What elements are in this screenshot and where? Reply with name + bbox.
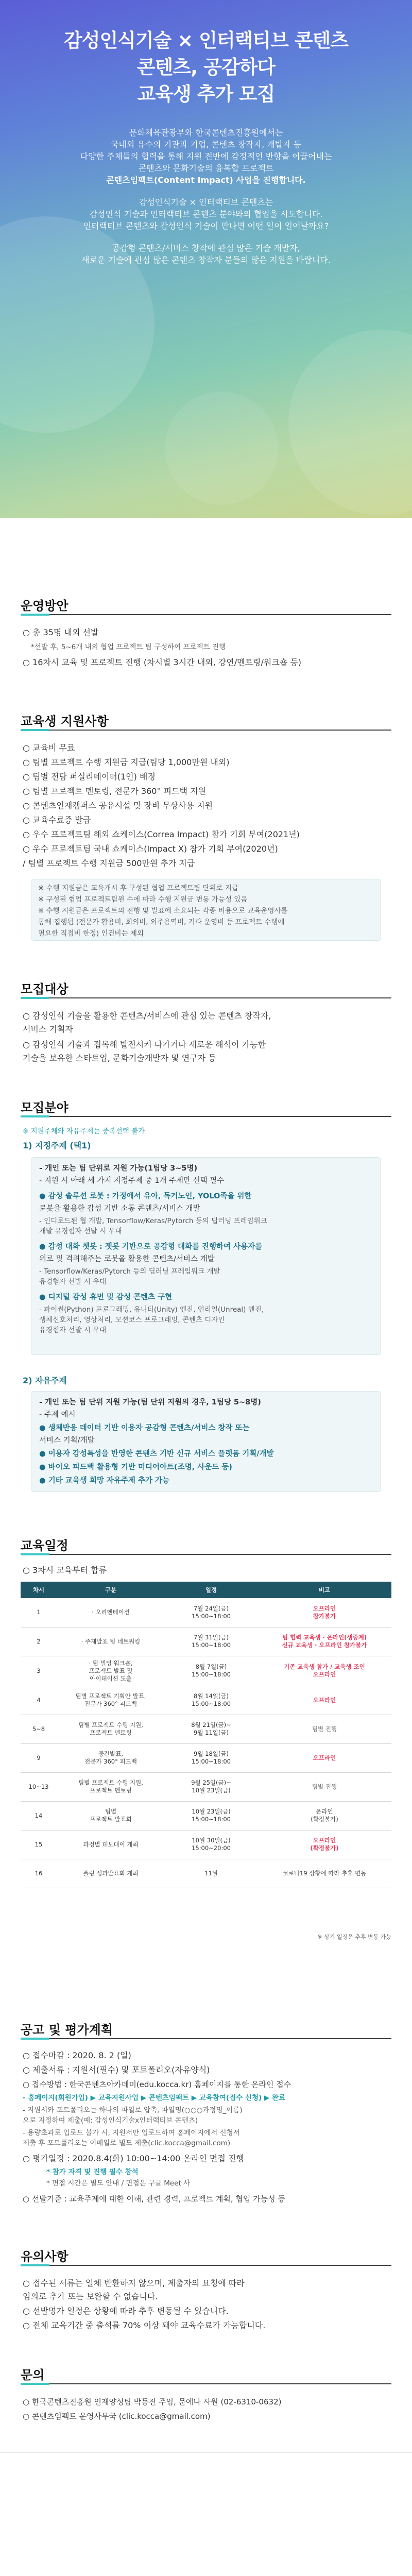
hero-title-line3: 교육생 추가 모집 — [137, 83, 275, 105]
benefit-note: ※ 수행 지원금은 프로젝트의 진행 및 발표에 소요되는 각종 비용으로 교육운영사를 — [38, 907, 288, 915]
section-header — [21, 711, 391, 732]
apply-line: ○ 평가일정 : 2020.8.4(화) 10:00~14:00 온라인 면접 진행 — [23, 2154, 244, 2163]
field-line: - Tensorflow/Keras/Pytorch 등의 딥러닝 프레임워크 개발 — [39, 1267, 220, 1276]
section-schedule — [0, 1535, 412, 1989]
hero-intro-line: 감성인식 기술과 인터랙티브 콘텐츠 분야와의 협업을 시도합니다. — [89, 209, 323, 219]
divider — [21, 2038, 391, 2039]
benefit-line: ○ 우수 프로젝트팀 국내 쇼케이스(Impact X) 참가 기회 부여(2020년) — [23, 844, 278, 854]
field-line: - 파이썬(Python) 프로그래밍, 유니티(Unity) 엔진, 언리얼(Unreal) 엔진, — [39, 1306, 264, 1314]
schedule-table — [21, 1582, 391, 1888]
section-title: 운영방안 — [21, 599, 68, 613]
benefit-line: ○ 우수 프로젝트팀 해외 쇼케이스(Correa Impact) 참가 기회 부여(2021년) — [23, 829, 300, 839]
hero-intro-line: 다양한 주체들의 협력을 통해 지원 전반에 감정적인 반향을 이끌어내는 — [80, 151, 332, 161]
table-cell: 1 — [21, 1598, 57, 1627]
table-row — [21, 1686, 391, 1715]
schedule-caption: ○ 3차시 교육부터 합류 — [23, 1565, 107, 1575]
table-row — [21, 1715, 391, 1743]
field-note: ※ 지원주체와 자유주제는 중복선택 불가 — [23, 1127, 145, 1136]
table-cell: 코로나19 상황에 따라 추후 변동 — [258, 1859, 391, 1888]
table-cell: 7월 31일(금) 15:00~18:00 — [165, 1627, 258, 1656]
hero-intro-line: 공감형 콘텐츠/서비스 창작에 관심 많은 기술 개발자, — [112, 243, 300, 253]
table-cell: 2 — [21, 1627, 57, 1656]
hero-banner — [0, 0, 412, 518]
field-line: ● 바이오 피드백 활용형 기반 미디어아트(조명, 사운드 등) — [39, 1463, 232, 1471]
benefit-line: / 팀별 프로젝트 수행 지원금 500만원 추가 지급 — [23, 858, 195, 868]
divider-accent — [21, 2038, 49, 2040]
table-row — [21, 1656, 391, 1686]
field-line: 생체신호처리, 영상처리, 모션코스 프로그래밍, 콘텐츠 디자인 — [39, 1316, 225, 1324]
field-line: ● 감성 솔루션 로봇 : 가정에서 유아, 독거노인, YOLO족을 위한 — [39, 1192, 252, 1200]
divider-accent — [21, 1553, 49, 1555]
table-row — [21, 1772, 391, 1801]
table-cell: 팀 협력 교육생 · 온라인(생중계) 신규 교육생 · 오프라인 참가불가 — [258, 1627, 391, 1656]
field-line: - 주제 예시 — [39, 1411, 76, 1419]
table-cell: 11월 — [165, 1859, 258, 1888]
apply-line: 제출 후 포트폴리오는 이메일로 별도 제출(clic.kocca@gmail.com) — [23, 2139, 231, 2147]
hero-intro-line: 감성인식기술 × 인터랙티브 콘텐츠는 — [139, 197, 273, 207]
section-header — [21, 1535, 391, 1556]
decor-circle — [165, 392, 278, 505]
caution-line: ○ 접수된 서류는 일체 반환하지 않으며, 제출자의 요청에 따라 — [23, 2278, 245, 2288]
table-row — [21, 1627, 391, 1656]
benefit-line: ○ 교육비 무료 — [23, 743, 75, 753]
table-cell: 9월 25일(금)~ 10월 23일(금) — [165, 1772, 258, 1801]
benefit-line: ○ 팀별 프로젝트 멘토링, 전문가 360° 피드백 지원 — [23, 786, 206, 796]
field-line: 개발 유경험자 선발 시 우대 — [39, 1227, 122, 1235]
divider-accent — [21, 2383, 49, 2385]
table-cell: 팀별 진행 — [258, 1715, 391, 1743]
table-header-row — [21, 1582, 391, 1598]
table-cell: · 주제발표 팀 네트워킹 — [57, 1627, 165, 1656]
decor-circle — [288, 330, 412, 515]
table-cell: 온라인 (확정불가) — [258, 1801, 391, 1830]
target-line: ○ 감성인식 기술과 접목해 발전시켜 나가거나 새로운 해석이 가능한 — [23, 1040, 266, 1049]
table-cell: 팀별 진행 — [258, 1772, 391, 1801]
section-title: 유의사항 — [21, 2249, 68, 2264]
table-cell: 폴링 성과발표회 개최 — [57, 1859, 165, 1888]
section-header — [21, 979, 391, 999]
table-cell: 10~13 — [21, 1772, 57, 1801]
section-title: 모집분야 — [21, 1100, 68, 1115]
field-line: 유경험자 선발 시 우대 — [39, 1326, 107, 1334]
table-cell: 10월 30일(금) 15:00~20:00 — [165, 1830, 258, 1859]
table-cell: 8월 21일(금)~ 9월 11일(금) — [165, 1715, 258, 1743]
apply-line: 으로 지정하여 제출(예: 감성인식기술x인터랙티브 콘텐츠) — [23, 2116, 198, 2125]
benefit-note: ※ 구성된 협업 프로젝트팀원 수에 따라 수행 지원금 변동 가능성 있음 — [38, 895, 248, 904]
section-header — [21, 596, 391, 616]
caution-line: ○ 선발명가 일정은 상황에 따라 추후 변동될 수 있습니다. — [23, 2306, 229, 2316]
field-line: - 개인 또는 팀 단위로 지원 가능(1팀당 3~5명) — [39, 1164, 198, 1173]
apply-line: ○ 접수마감 : 2020. 8. 2 (일) — [23, 2050, 131, 2060]
table-cell: 오프라인 (확정불가) — [258, 1830, 391, 1859]
section-header — [21, 2365, 391, 2385]
table-cell: 팀별 프로젝트 수행 지원, 프로젝트 멘토링 — [57, 1715, 165, 1743]
table-cell: 오프라인 — [258, 1743, 391, 1772]
field-line: ● 기타 교육생 희망 자유주제 추가 가능 — [39, 1477, 170, 1485]
table-row — [21, 1801, 391, 1830]
table-cell: 7월 24일(금) 15:00~18:00 — [165, 1598, 258, 1627]
apply-line: ○ 접수방법 : 한국콘텐츠아카데미(edu.kocca.kr) 홈페이지를 통한 온라인 접수 — [23, 2080, 291, 2089]
table-cell: 3 — [21, 1656, 57, 1686]
column-header: 일정 — [165, 1582, 258, 1598]
field-line: ● 이용자 감성특성을 반영한 콘텐츠 기반 신규 서비스 플랫폼 기획/개발 — [39, 1450, 274, 1458]
hero-intro-line: 새로운 기술에 관심 많은 콘텐츠 창작자 분들의 많은 지원을 바랍니다. — [81, 255, 331, 265]
column-header: 비고 — [258, 1582, 391, 1598]
table-cell: 16 — [21, 1859, 57, 1888]
section-title: 모집대상 — [21, 982, 68, 996]
hero-title-line2: 콘텐츠, 공감하다 — [136, 56, 276, 78]
field-line: 유경험자 선발 시 우대 — [39, 1278, 107, 1286]
hero-intro-line: 인터랙티브 콘텐츠와 감성인식 기술이 만나면 어떤 일이 일어날까요? — [83, 221, 329, 231]
field-line: ● 감성 대화 챗봇 : 젯봇 기반으로 공감형 대화를 진행하여 사용자를 — [39, 1243, 263, 1251]
divider — [21, 2265, 391, 2266]
table-row — [21, 1859, 391, 1888]
divider — [21, 730, 391, 731]
table-cell: 팀별 프로젝트 기획안 발표, 전문가 360° 피드백 — [57, 1686, 165, 1715]
apply-line: * 참가 자격 및 진행 필수 참석 — [46, 2168, 139, 2176]
benefit-line: ○ 교육수료증 발급 — [23, 815, 91, 825]
section-header — [21, 1097, 391, 1118]
field-line: 로봇을 활용한 감성 기반 소통 콘텐츠/서비스 개발 — [39, 1205, 200, 1213]
field-line: - 지원 시 아래 세 가지 지정주제 중 1개 주제만 선택 필수 — [39, 1177, 225, 1185]
benefit-line: ○ 콘텐츠인재캠퍼스 공유시설 및 장비 무상사용 지원 — [23, 801, 213, 810]
table-cell: 5~8 — [21, 1715, 57, 1743]
target-line: 서비스 기획자 — [23, 1024, 73, 1034]
footer-logos — [0, 2452, 412, 2576]
hero-intro-line: 콘텐츠임팩트(Content Impact) 사업을 진행합니다. — [106, 175, 306, 185]
table-row — [21, 1830, 391, 1859]
operation-note: *선발 후, 5~6개 내외 협업 프로젝트 팀 구성하여 프로젝트 진행 — [31, 643, 226, 651]
schedule-table-body — [21, 1598, 391, 1888]
caution-line: 임의로 추가 또는 보완할 수 없습니다. — [23, 2292, 158, 2301]
divider-accent — [21, 614, 49, 616]
divider — [21, 614, 391, 615]
apply-line: ○ 선발기준 : 교육주제에 대한 이해, 관련 경력, 프로젝트 계획, 협업 가능성 등 — [23, 2194, 285, 2204]
table-cell: 4 — [21, 1686, 57, 1715]
section-title: 문의 — [21, 2368, 45, 2382]
table-cell: · 팀 빌딩 워크숍, 프로젝트 발표 및 아이데이션 도출 — [57, 1656, 165, 1686]
operation-line: ○ 총 35명 내외 선발 — [23, 628, 99, 637]
divider-accent — [21, 997, 49, 999]
caution-line: ○ 전체 교육기간 중 출석률 70% 이상 돼야 교육수료가 가능합니다. — [23, 2320, 266, 2330]
contact-line: ○ 한국콘텐츠진흥원 인재양성팀 박동진 주임, 문예나 사원 (02-6310-0632) — [23, 2397, 282, 2406]
benefit-note: 필요한 직접비 한정) 인건비는 제외 — [38, 929, 144, 938]
field-line: - 인디로드된 협 개발, Tensorflow/Keras/Pytorch 등의 딥러닝 프레임워크 — [39, 1217, 267, 1225]
section-header — [21, 2020, 391, 2040]
benefit-note: 통해 집행됨 (전문가 활용비, 회의비, 외주용역비, 기타 운영비 등 프로젝트 수행에 — [38, 918, 285, 926]
apply-line: - 용량초과로 업로드 불가 시, 지원서만 업로드하여 홈페이지에서 신청서 — [23, 2129, 240, 2137]
divider-accent — [21, 729, 49, 731]
section-title: 교육생 지원사항 — [21, 714, 109, 728]
table-cell: 기존 교육생 참가 / 교육생 조인 오프라인 — [258, 1656, 391, 1686]
apply-line: ○ 제출서류 : 지원서(필수) 및 포트폴리오(자유양식) — [23, 2065, 210, 2075]
section-header — [21, 2246, 391, 2267]
field-line: ● 생체반응 데이터 기반 이용자 공감형 콘텐츠/서비스 창작 또는 — [39, 1424, 250, 1432]
divider — [21, 1554, 391, 1555]
apply-line: - 홈페이지(회원가입) ▶ 교육지원사업 ▶ 콘텐츠임팩트 ▶ 교육참여(접수 신청) ▶ 완료 — [23, 2094, 286, 2102]
hero-intro-line: 국내외 유수의 기관과 기업, 콘텐츠 창작자, 개발자 등 — [110, 140, 302, 149]
table-cell: 14 — [21, 1801, 57, 1830]
table-cell: 9 — [21, 1743, 57, 1772]
table-cell: 과정별 데모데이 개최 — [57, 1830, 165, 1859]
column-header: 차시 — [21, 1582, 57, 1598]
table-cell: 팀별 프로젝트 수행 지원, 프로젝트 멘토링 — [57, 1772, 165, 1801]
field-line: 서비스 기획/개발 — [39, 1436, 95, 1445]
divider — [21, 1116, 391, 1117]
table-cell: 오프라인 — [258, 1686, 391, 1715]
contact-line: ○ 콘텐츠임팩트 운영사무국 (clic.kocca@gmail.com) — [23, 2412, 211, 2421]
table-cell: 15 — [21, 1830, 57, 1859]
hero-intro-line: 문화체육관광부와 한국콘텐츠진흥원에서는 — [129, 128, 283, 138]
field-subtitle: 1) 지정주제 (택1) — [23, 1141, 91, 1150]
hero-intro-line: 콘텐츠와 문화기술의 융복합 프로젝트 — [138, 163, 274, 173]
field-line: - 개인 또는 팀 단위 지원 가능(팀 단위 지원의 경우, 1팀당 5~8명) — [39, 1398, 261, 1406]
section-title: 공고 및 평가계획 — [21, 2023, 113, 2037]
target-line: 기술을 보유한 스타트업, 문화기술개발자 및 연구자 등 — [23, 1053, 216, 1063]
benefit-note: ※ 수행 지원금은 교육개시 후 구성된 협업 프로젝트팀 단위로 지급 — [38, 884, 238, 892]
hero-title-line1: 감성인식기술 × 인터랙티브 콘텐츠 — [63, 29, 349, 52]
divider-accent — [21, 2264, 49, 2266]
apply-line: - 지원서와 포트폴리오는 하나의 파일로 압축, 파일명(○○○과정명_이름) — [23, 2106, 243, 2114]
benefit-line: ○ 팀별 프로젝트 수행 지원금 지급(팀당 1,000만원 내외) — [23, 757, 230, 767]
operation-line: ○ 16차시 교육 및 프로젝트 진행 (차시별 3시간 내외, 강연/멘토링/워크숍 등) — [23, 657, 302, 667]
column-header: 구분 — [57, 1582, 165, 1598]
apply-line: * 면접 시간은 별도 안내 / 면접은 구글 Meet 사 — [46, 2179, 191, 2188]
table-cell: 오프라인 참가불가 — [258, 1598, 391, 1627]
schedule-footnote: ※ 상기 일정은 추후 변동 가능 — [317, 1934, 391, 1940]
benefit-line: ○ 팀별 전담 퍼실리테이터(1인) 배정 — [23, 772, 156, 782]
field-line: ● 디지털 감성 휴먼 및 감성 콘텐츠 구현 — [39, 1293, 173, 1301]
field-subtitle: 2) 자유주제 — [23, 1376, 67, 1385]
table-cell: 8월 7일(금) 15:00~18:00 — [165, 1656, 258, 1686]
section-operation — [0, 518, 412, 626]
target-line: ○ 감성인식 기술을 활용한 콘텐츠/서비스에 관심 있는 콘텐츠 창작자, — [23, 1011, 271, 1021]
field-line: 위로 및 격려해주는 로봇을 활용한 콘텐츠/서비스 개발 — [39, 1255, 215, 1263]
table-row — [21, 1743, 391, 1772]
divider-accent — [21, 1115, 49, 1117]
table-cell: 팀별 프로젝트 발표회 — [57, 1801, 165, 1830]
table-cell: 10월 23일(금) 15:00~18:00 — [165, 1801, 258, 1830]
table-row — [21, 1598, 391, 1627]
divider — [21, 997, 391, 998]
divider — [21, 2383, 391, 2384]
table-cell: 중간발표, 전문가 360° 피드백 — [57, 1743, 165, 1772]
table-cell: · 오리엔테이션 — [57, 1598, 165, 1627]
section-title: 교육일정 — [21, 1538, 68, 1553]
table-cell: 8월 14일(금) 15:00~18:00 — [165, 1686, 258, 1715]
table-cell: 9월 18일(금) 15:00~18:00 — [165, 1743, 258, 1772]
